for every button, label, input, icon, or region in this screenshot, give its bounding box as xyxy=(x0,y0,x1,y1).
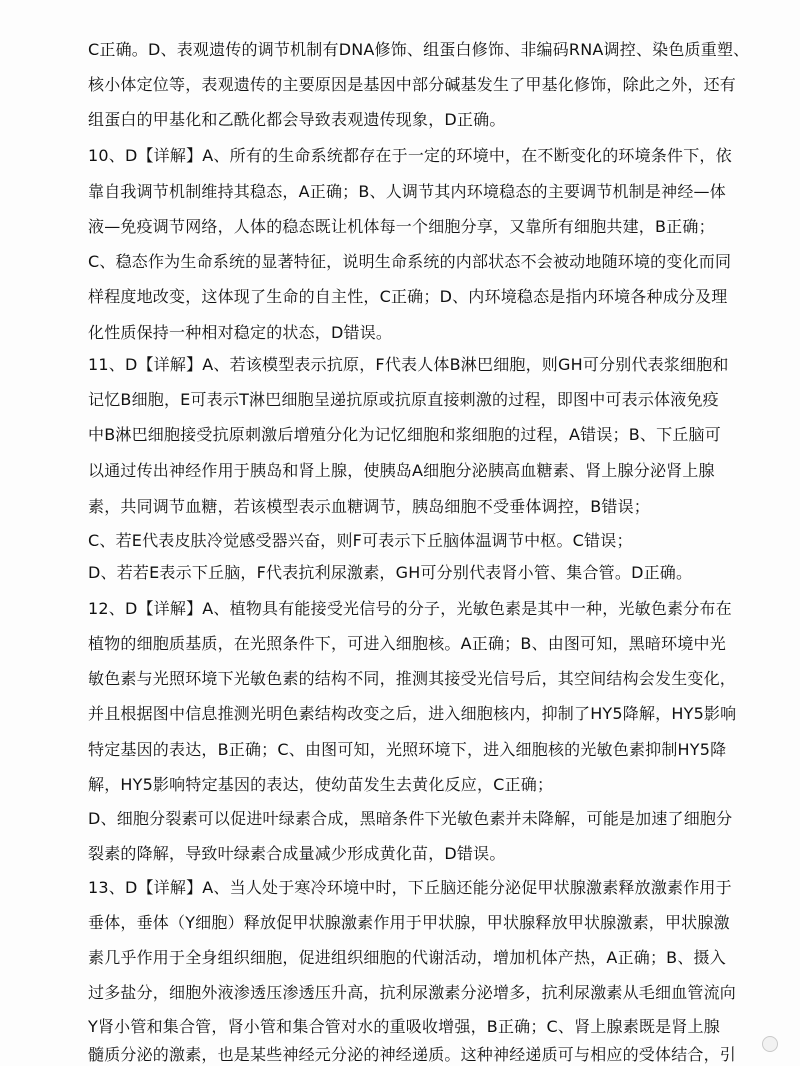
text-line: 过多盐分，细胞外液渗透压渗透压升高，抗利尿激素分泌增多，抗利尿激素从毛细血管流向 xyxy=(88,983,737,1002)
text-line: 化性质保持一种相对稳定的状态，D错误。 xyxy=(88,323,393,342)
text-line: 素，共同调节血糖，若该模型表示血糖调节，胰岛细胞不受垂体调控，B错误； xyxy=(88,497,650,516)
text-line: 以通过传出神经作用于胰岛和肾上腺，使胰岛A细胞分泌胰高血糖素、肾上腺分泌肾上腺 xyxy=(88,461,715,480)
text-line: C、稳态作为生命系统的显著特征，说明生命系统的内部状态不会被动地随环境的变化而同 xyxy=(88,252,732,271)
text-line: 素几乎作用于全身组织细胞，促进组织细胞的代谢活动，增加机体产热，A正确；B、摄入 xyxy=(88,948,726,967)
text-line: 髓质分泌的激素，也是某些神经元分泌的神经递质。这种神经递质可与相应的受体结合，引 xyxy=(88,1045,737,1064)
text-line: 靠自我调节机制维持其稳态，A正确；B、人调节其内环境稳态的主要调节机制是神经—体 xyxy=(88,182,726,201)
text-line: 植物的细胞质基质，在光照条件下，可进入细胞核。A正确；B、由图可知，黑暗环境中光 xyxy=(88,634,726,653)
text-line: D、若若E表示下丘脑，F代表抗利尿激素，GH可分别代表肾小管、集合管。D正确。 xyxy=(88,563,693,582)
text-line: 11、D【详解】A、若该模型表示抗原，F代表人体B淋巴细胞，则GH可分别代表浆细胞和 xyxy=(88,355,729,374)
text-line: C、若E代表皮肤冷觉感受器兴奋，则F可表示下丘脑体温调节中枢。C错误； xyxy=(88,531,633,550)
text-line: 垂体，垂体（Y细胞）释放促甲状腺激素作用于甲状腺，甲状腺释放甲状腺激素，甲状腺激 xyxy=(88,913,730,932)
text-line: 10、D【详解】A、所有的生命系统都存在于一定的环境中，在不断变化的环境条件下，依 xyxy=(88,146,732,165)
text-line: 记忆B细胞，E可表示T淋巴细胞呈递抗原或抗原直接刺激的过程，即图中可表示体液免疫 xyxy=(88,390,719,409)
text-line: 液—免疫调节网络，人体的稳态既让机体每一个细胞分享，又靠所有细胞共建，B正确； xyxy=(88,217,715,236)
text-line: Y肾小管和集合管，肾小管和集合管对水的重吸收增强，B正确；C、肾上腺素既是肾上腺 xyxy=(88,1017,720,1036)
text-line: 中B淋巴细胞接受抗原刺激后增殖分化为记忆细胞和浆细胞的过程，A错误；B、下丘脑可 xyxy=(88,425,721,444)
text-line: 核小体定位等，表观遗传的主要原因是基因中部分碱基发生了甲基化修饰，除此之外，还有 xyxy=(88,75,737,94)
text-line: C正确。D、表观遗传的调节机制有DNA修饰、组蛋白修饰、非编码RNA调控、染色质重塑、 xyxy=(88,40,750,59)
watermark-icon xyxy=(762,1036,778,1052)
text-line: 裂素的降解，导致叶绿素合成量减少形成黄化苗，D错误。 xyxy=(88,844,506,863)
text-line: 解，HY5影响特定基因的表达，使幼苗发生去黄化反应，C正确； xyxy=(88,775,554,794)
text-line: 特定基因的表达，B正确；C、由图可知，光照环境下，进入细胞核的光敏色素抑制HY5降 xyxy=(88,740,727,759)
text-line: 敏色素与光照环境下光敏色素的结构不同，推测其接受光信号后，其空间结构会发生变化， xyxy=(88,669,737,688)
text-line: 12、D【详解】A、植物具有能接受光信号的分子，光敏色素是其中一种，光敏色素分布在 xyxy=(88,599,732,618)
text-line: 组蛋白的甲基化和乙酰化都会导致表观遗传现象，D正确。 xyxy=(88,110,506,129)
text-line: 13、D【详解】A、当人处于寒冷环境中时，下丘脑还能分泌促甲状腺激素释放激素作用于 xyxy=(88,878,732,897)
text-line: 样程度地改变，这体现了生命的自主性，C正确；D、内环境稳态是指内环境各种成分及理 xyxy=(88,287,728,306)
text-line: 并且根据图中信息推测光明色素结构改变之后，进入细胞核内，抑制了HY5降解，HY5影响 xyxy=(88,704,737,723)
text-line: D、细胞分裂素可以促进叶绿素合成，黑暗条件下光敏色素并未降解，可能是加速了细胞分 xyxy=(88,809,733,828)
